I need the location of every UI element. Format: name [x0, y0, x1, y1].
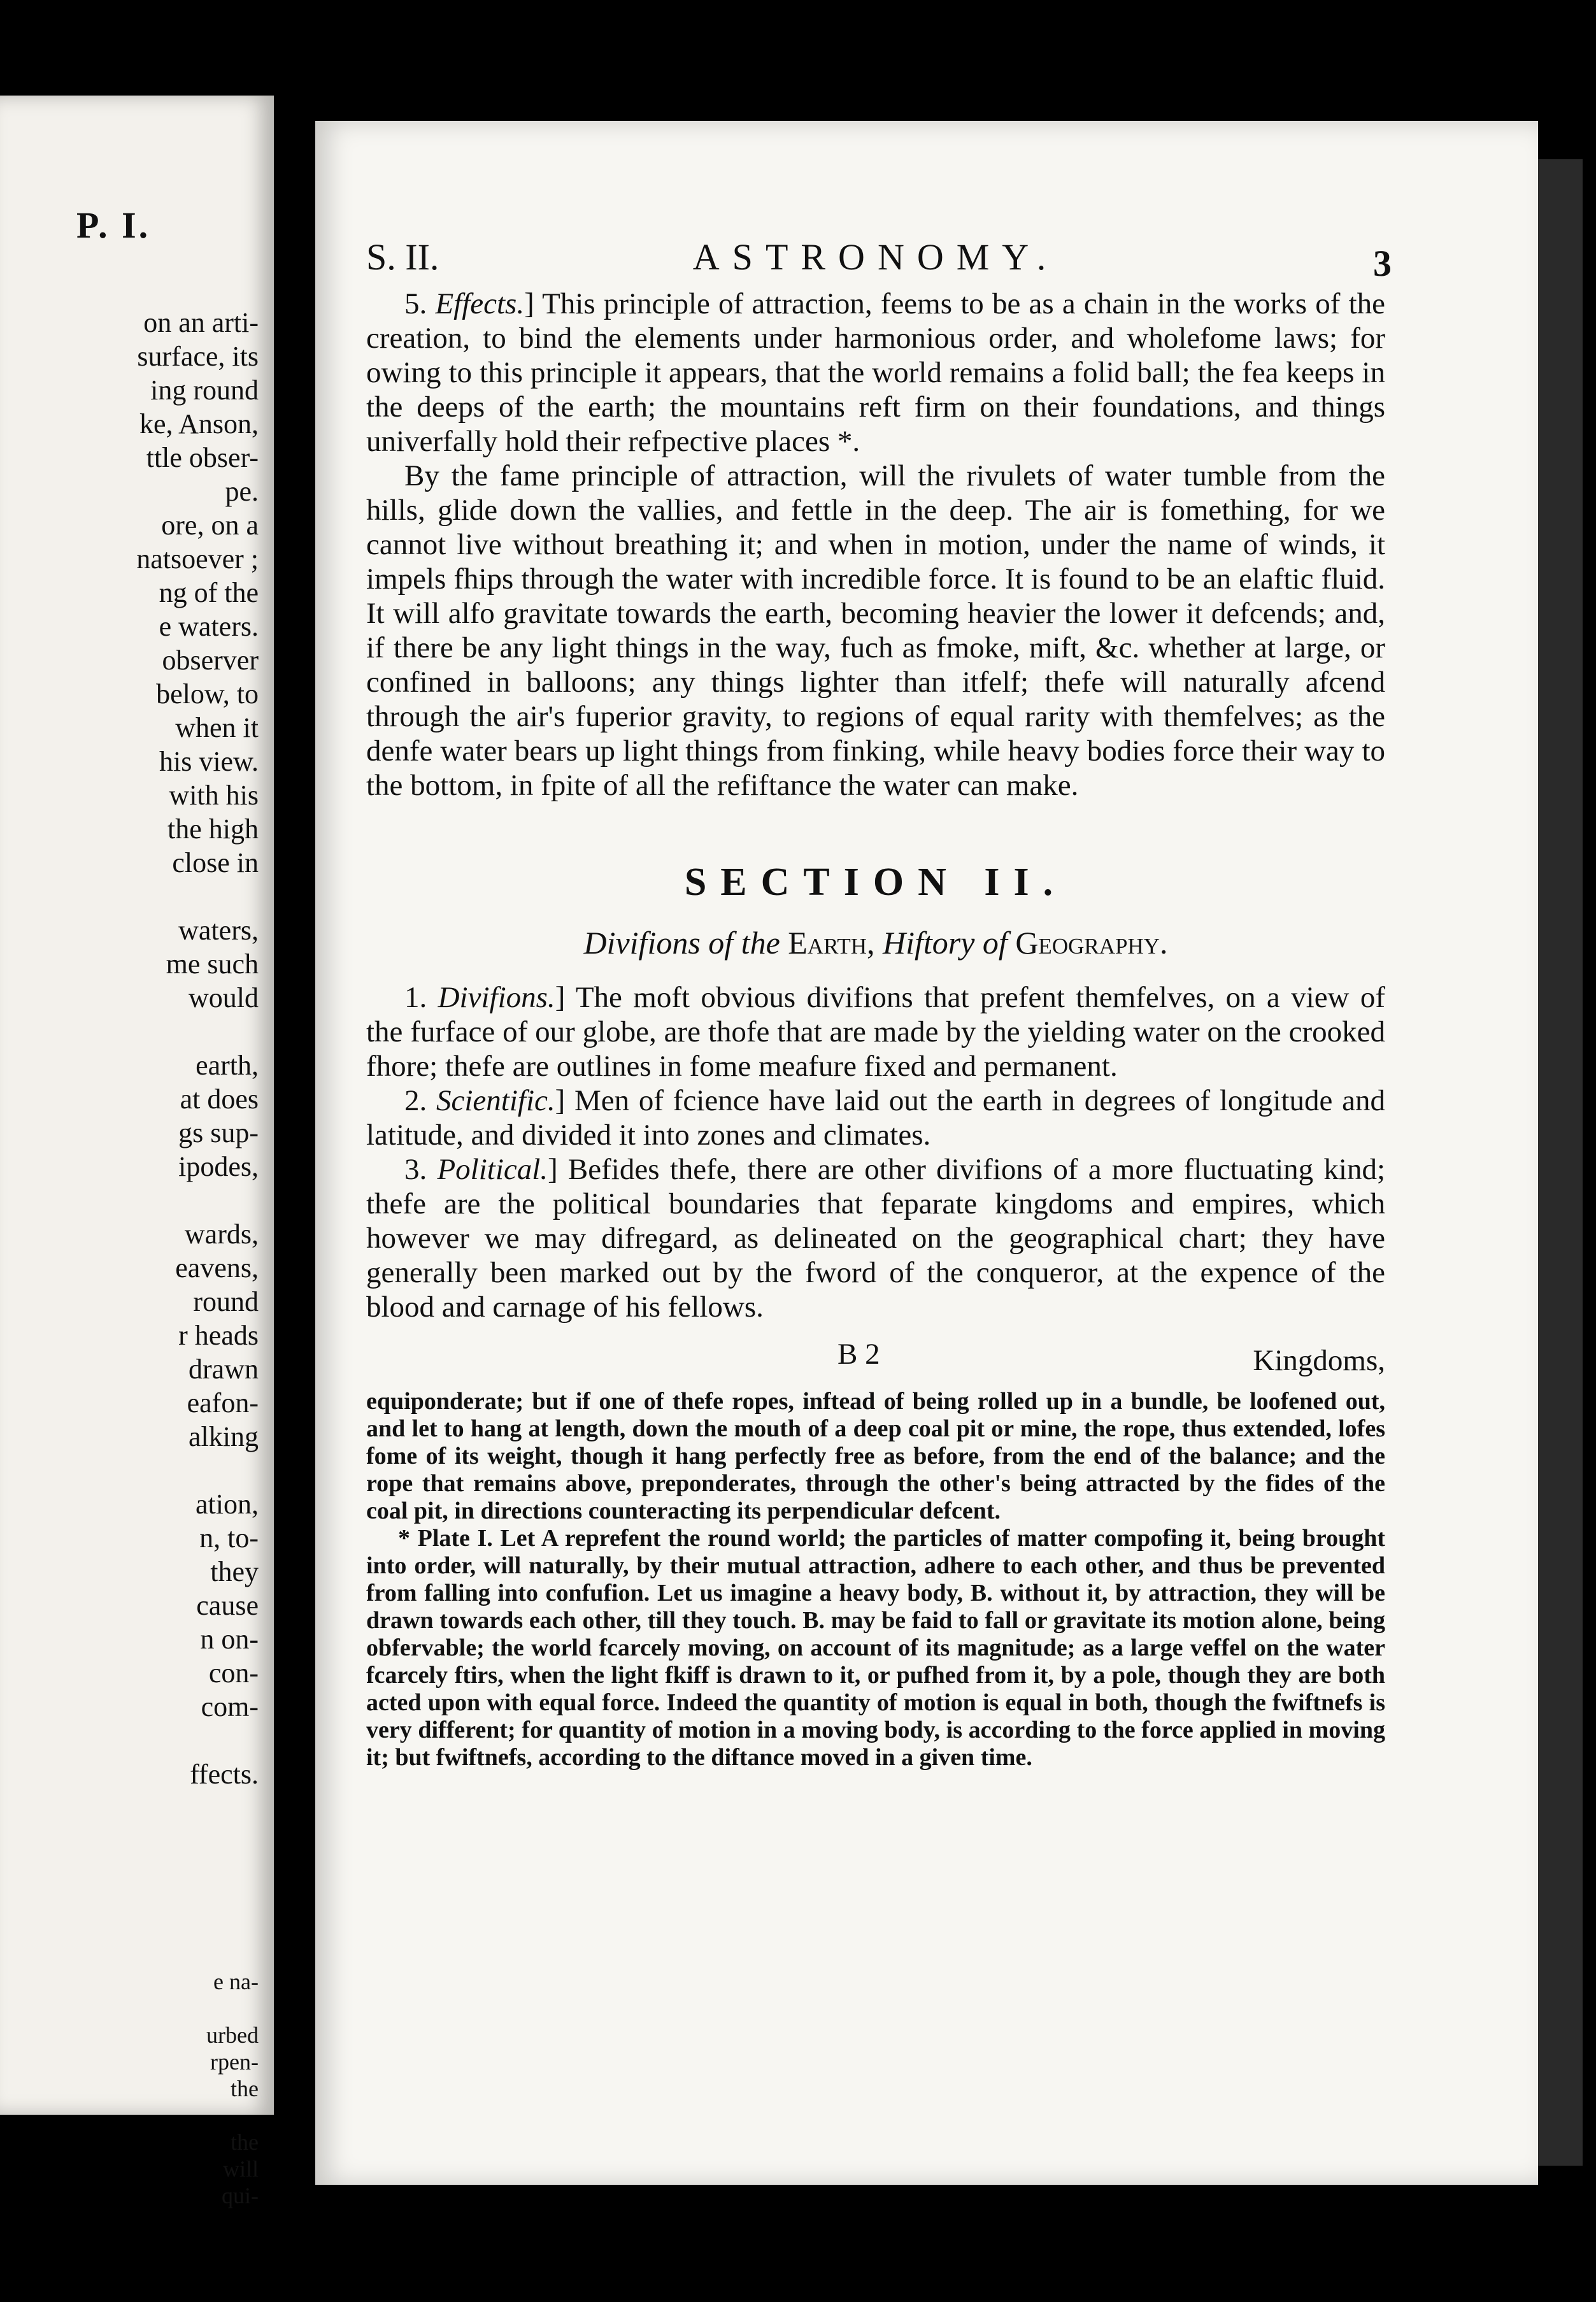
right-page — [315, 121, 1538, 2185]
page-content — [366, 236, 1392, 1771]
paragraph-number: 5. — [404, 287, 436, 320]
page-number: 3 — [1373, 243, 1392, 284]
paragraph-divisions — [366, 980, 1385, 1083]
page-footer — [366, 1337, 1385, 1382]
left-page-footnote-fragments: e na- urbed rpen- the the will qui- — [206, 1969, 259, 2208]
paragraph-scientific — [366, 1083, 1385, 1152]
catchword: Kingdoms, — [1253, 1344, 1385, 1377]
paragraph-effects — [366, 287, 1385, 459]
paragraph-text: ] Befides thefe, there are other divifions of a more fluctuating kind; thefe are the political boundaries that feparate kingdoms and empires, which however we may difregard, as delineated on the geographical chart; they have generally been marked out by the fword of the conqueror, at the expence of the blood and carnage of his fellows. — [366, 1153, 1385, 1324]
subheading-part: Geography. — [1015, 925, 1168, 961]
paragraph-number: 3. — [404, 1153, 438, 1186]
footnote-plate: * Plate I. Let A reprefent the round world; the particles of matter compofing it, being brought into order, will naturally, by their mutual attraction, adhere to each other, and thus be prevented from falling into confufion. Let us imagine a heavy body, B. without it, by attraction, they will be drawn towards each other, till they touch. B. may be faid to fall or gravitate its motion alone, being obfervable; the world fcarcely moving, on account of its magnitude; as a large veffel on the water fcarcely ftirs, when the light fkiff is drawn to it, or pufhed from it, by a pole, though they are both acted upon with equal force. Indeed the quantity of motion is equal in both, though the fwiftnefs is very different; for quantity of motion in a moving body, is according to the force applied in moving it; but fwiftnefs, according to the diftance moved in a given time. — [366, 1525, 1385, 1771]
subheading-part: , — [867, 925, 883, 961]
signature-mark: B 2 — [837, 1338, 880, 1371]
paragraph-label: Scientific. — [436, 1084, 555, 1117]
paragraph-attraction — [366, 459, 1385, 803]
left-page — [0, 96, 274, 2208]
paragraph-label: Divifions. — [438, 981, 555, 1014]
section-heading: SECTION II. — [684, 861, 1067, 904]
paragraph-label: Political. — [437, 1153, 548, 1186]
subheading-part: Earth — [788, 925, 867, 961]
paragraph-political — [366, 1152, 1385, 1324]
paragraph-text: ] Men of fcience have laid out the earth in degrees of longitude and latitude, and divided it into zones and climates. — [366, 1084, 1385, 1152]
paragraph-text: By the fame principle of attraction, will the rivulets of water tumble from the hills, glide down the vallies, and fettle in the deep. The air is fomething, for we cannot live without breathing it; and when in motion, under the name of winds, it impels fhips through the water with incredible force. It is found to be an elaftic fluid. It will alfo gravitate towards the earth, becoming heavier the lower it defcends; and, if there be any light things in the way, fuch as fmoke, mift, &c. whether at large, or confined in balloons; any things lighter than itfelf; thefe will naturally afcend through the air's fuperior gravity, to regions of equal rarity with themfelves; as the denfe water bears up light things from finking, while heavy bodies force their way to the bottom, in fpite of all the refiftance the water can make. — [366, 459, 1385, 802]
page-edge-shadow — [1538, 159, 1583, 2166]
subheading-part: Hiftory of — [883, 925, 1016, 961]
paragraph-text: ] The moft obvious divifions that prefent themfelves, on a view of the furface of our globe, are thofe that are made by the yielding water on the crooked fhore; thefe are outlines in fome meafure fixed and permanent. — [366, 981, 1385, 1083]
footnote-continued: equiponderate; but if one of thefe ropes, inftead of being rolled up in a bundle, be loofened out, and let to hang at length, down the mouth of a deep coal pit or mine, the rope, thus extended, lofes fome of its weight, though it hang perfectly free as before, from the end of the balance; and the rope that remains above, preponderates, through the other's being attracted by the fides of the coal pit, in directions counteracting its perpendicular defcent. — [366, 1388, 1385, 1524]
paragraph-number: 1. — [404, 981, 438, 1014]
left-page-fragments: on an arti- surface, its ing round ke, Anson, ttle obser- pe. ore, on a natsoever ; ng of the e waters. observer below, to when it his view. with his the high close in waters, me such would earth, at does gs sup- ipodes, wards, eavens, round r heads drawn eafon- alking ation, n, to- they cause n on- con- com- ffects. — [136, 307, 259, 1790]
running-head-title: ASTRONOMY. — [692, 236, 1059, 278]
running-head-section: S. II. — [366, 236, 439, 278]
subheading-part: Divifions of the — [583, 925, 788, 961]
section-subheading — [366, 924, 1385, 961]
paragraph-label: Effects. — [435, 287, 525, 320]
paragraph-number: 2. — [404, 1084, 436, 1117]
paragraph-text: ] This principle of attraction, feems to be as a chain in the works of the creation, to bind the elements under harmonious order, and wholefome laws; for owing to this principle it appears, that the world remains a folid ball; the fea keeps in the deeps of the earth; the mountains reft firm on their foundations, and things univerfally hold their refpective places *. — [366, 287, 1386, 458]
left-page-header: P. I. — [76, 204, 151, 246]
running-head — [366, 236, 1392, 287]
